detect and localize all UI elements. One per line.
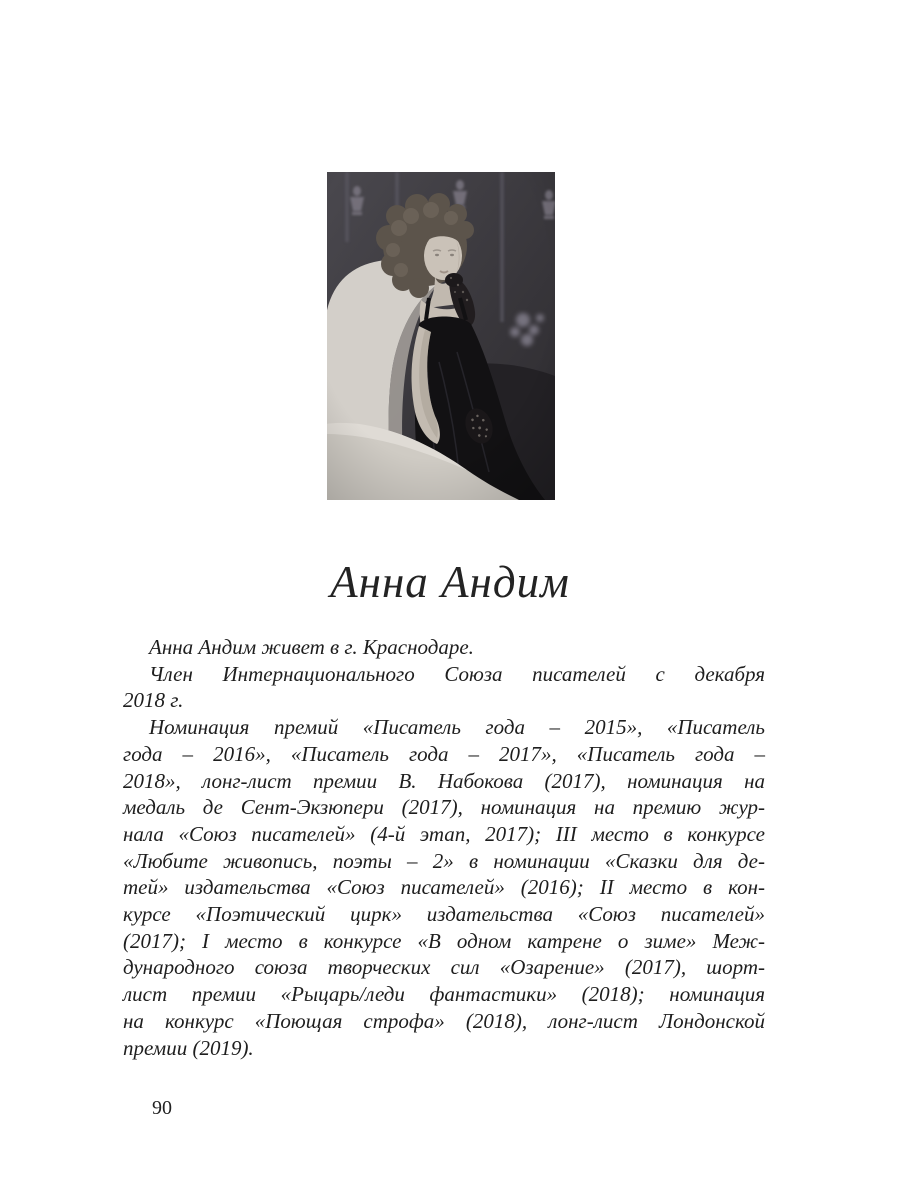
author-photo bbox=[327, 172, 555, 500]
text-line: курсе «Поэтический цирк» издательства «Союз писателей» bbox=[123, 902, 765, 927]
text-line: лист премии «Рыцарь/леди фантастики» (2018); номинация bbox=[123, 982, 765, 1007]
paragraph bbox=[123, 714, 765, 1061]
text-line: «Любите живопись, поэты – 2» в номинации «Сказки для де- bbox=[123, 848, 765, 873]
text-line: медаль де Сент-Экзюпери (2017), номинация на премию жур- bbox=[123, 795, 765, 820]
text-line: Член Интернационального Союза писателей с декабря bbox=[149, 661, 765, 686]
text-line: Анна Андим живет в г. Краснодаре. bbox=[149, 635, 474, 659]
text-line: на конкурс «Поющая строфа» (2018), лонг-лист Лондонской bbox=[123, 1008, 765, 1033]
text-line: премии (2019). bbox=[123, 1035, 254, 1060]
paragraph bbox=[123, 661, 765, 714]
text-line: 2018», лонг-лист премии В. Набокова (2017), номинация на bbox=[123, 768, 765, 793]
text-line: дународного союза творческих сил «Озарение» (2017), шорт- bbox=[123, 955, 765, 980]
paragraph bbox=[123, 634, 765, 661]
text-line: (2017); I место в конкурсе «В одном катрене о зиме» Меж- bbox=[123, 928, 765, 953]
text-line: нала «Союз писателей» (4-й этап, 2017); III место в конкурсе bbox=[123, 821, 765, 846]
text-line: тей» издательства «Союз писателей» (2016); II место в кон- bbox=[123, 875, 765, 900]
text-line: Номинация премий «Писатель года – 2015», «Писатель bbox=[149, 715, 765, 740]
body-text bbox=[123, 634, 765, 1061]
author-name-title: Анна Андим bbox=[330, 557, 570, 607]
portrait-photo-illustration bbox=[327, 172, 555, 500]
text-line: года – 2016», «Писатель года – 2017», «Писатель года – bbox=[123, 741, 765, 766]
text-line: 2018 г. bbox=[123, 688, 184, 713]
page-number: 90 bbox=[152, 1097, 172, 1119]
